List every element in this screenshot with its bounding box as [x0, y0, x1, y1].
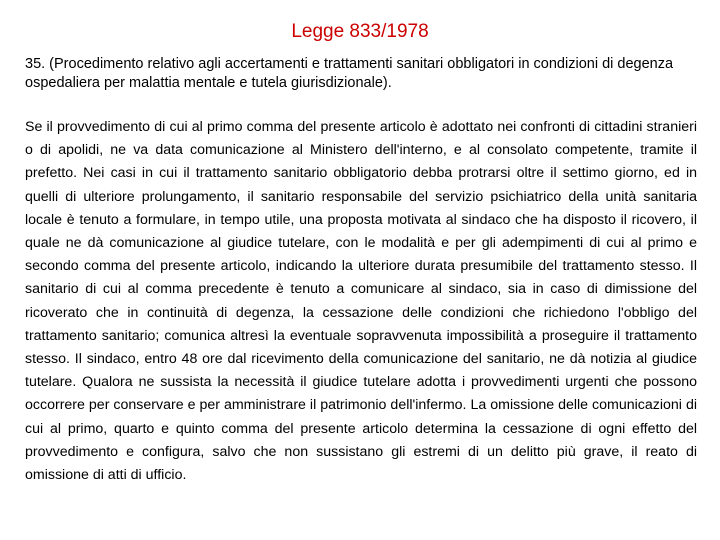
article-heading: 35. (Procedimento relativo agli accertamenti e trattamenti sanitari obbligatori in condizioni di degenza ospedaliera per malattia mentale e tutela giurisdizionale). — [25, 56, 674, 91]
page-title: Legge 833/1978 — [291, 21, 429, 42]
article-body: Se il provvedimento di cui al primo comma del presente articolo è adottato nei confronti di cittadini stranieri o di apolidi, ne va data comunicazione al Ministero dell'interno, e al consolato competente, tramite il prefetto. Nei casi in cui il trattamento sanitario obbligatorio debba protrarsi oltre il settimo giorno, ed in quelli di ulteriore prolungamento, il sanitario responsabile del servizio psichiatrico della unità sanitaria locale è tenuto a formulare, in tempo utile, una proposta motivata al sindaco che ha disposto il ricovero, il quale ne dà comunicazione al giudice tutelare, con le modalità e per gli adempimenti di cui al primo e secondo comma del presente articolo, indicando la ulteriore durata presumibile del trattamento stesso. Il sanitario di cui al comma precedente è tenuto a comunicare al sindaco, sia in caso di dimissione del ricoverato che in continuità di degenza, la cessazione delle condizioni che richiedono l'obbligo del trattamento sanitario; comunica altresì la eventuale sopravvenuta impossibilità a proseguire il trattamento stesso. Il sindaco, entro 48 ore dal ricevimento della comunicazione del sanitario, ne dà notizia al giudice tutelare. Qualora ne sussista la necessità il giudice tutelare adotta i provvedimenti urgenti che possono occorrere per conservare e per amministrare il patrimonio dell'infermo. La omissione delle comunicazioni di cui al primo, quarto e quinto comma del presente articolo determina la cessazione di ogni effetto del provvedimento e configura, salvo che non sussistano gli estremi di un delitto più grave, il reato di omissione di atti di ufficio. — [25, 119, 697, 484]
